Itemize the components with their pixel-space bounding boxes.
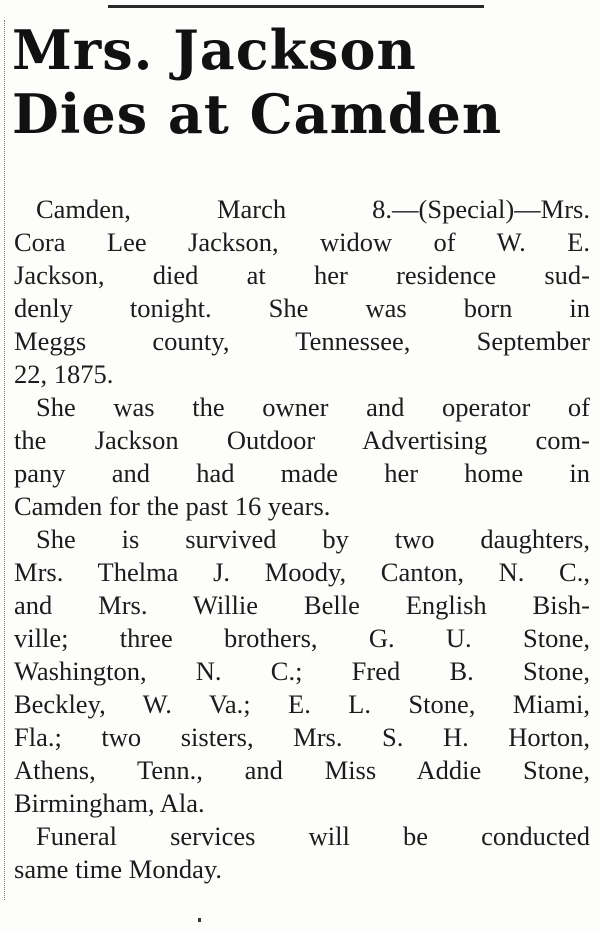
article-line: ville; three brothers, G. U. Stone,	[14, 623, 590, 653]
clipping-edge	[4, 20, 6, 900]
article-line: pany and had made her home in	[14, 458, 590, 488]
article-line: Meggs county, Tennessee, September	[14, 326, 590, 356]
article-body	[14, 193, 590, 886]
article-line: denly tonight. She was born in	[14, 293, 590, 323]
article-line: same time Monday.	[14, 854, 223, 884]
article-line: She was the owner and operator of	[36, 392, 590, 422]
headline	[12, 18, 502, 146]
headline-line-1: Mrs. Jackson	[12, 18, 417, 82]
article-line: and Mrs. Willie Belle English Bish-	[14, 590, 590, 620]
article-line: the Jackson Outdoor Advertising com-	[14, 425, 590, 455]
paragraph-4	[14, 820, 590, 886]
article-line: Cora Lee Jackson, widow of W. E.	[14, 227, 590, 257]
article-line: Fla.; two sisters, Mrs. S. H. Horton,	[14, 722, 590, 752]
article-line: She is survived by two daughters,	[36, 524, 590, 554]
article-line: Camden, March 8.—(Special)—Mrs.	[36, 194, 590, 224]
paragraph-1	[14, 193, 590, 391]
article-line: 22, 1875.	[14, 359, 114, 389]
article-line: Funeral services will be conducted	[36, 821, 590, 851]
article-line: Jackson, died at her residence sud-	[14, 260, 590, 290]
article-line: Athens, Tenn., and Miss Addie Stone,	[14, 755, 590, 785]
headline-line-2: Dies at Camden	[12, 82, 503, 146]
paragraph-3	[14, 523, 590, 820]
article-line: Beckley, W. Va.; E. L. Stone, Miami,	[14, 689, 590, 719]
article-line: Washington, N. C.; Fred B. Stone,	[14, 656, 590, 686]
article-line: Mrs. Thelma J. Moody, Canton, N. C.,	[14, 557, 590, 587]
print-speck	[198, 918, 201, 922]
article-line: Camden for the past 16 years.	[14, 491, 331, 521]
paragraph-2	[14, 391, 590, 523]
article-line: Birmingham, Ala.	[14, 788, 205, 818]
top-rule	[108, 5, 484, 8]
